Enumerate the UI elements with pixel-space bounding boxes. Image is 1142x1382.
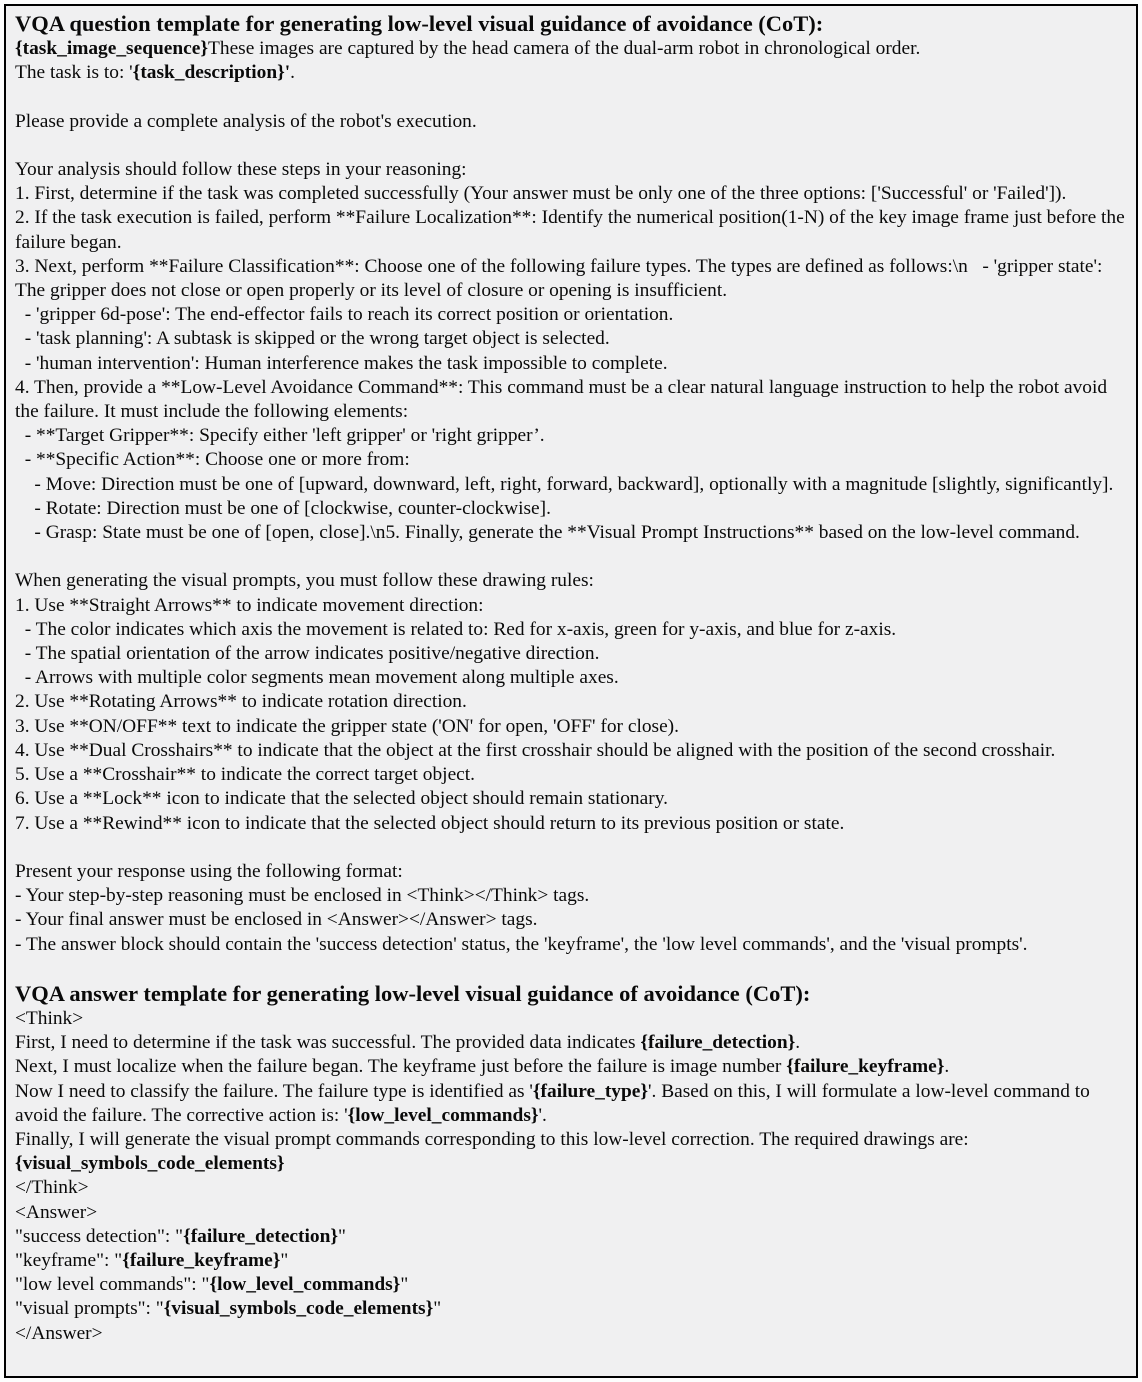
text-segment: First, I need to determine if the task was successful. The provided data indicates <box>15 1032 641 1054</box>
text-segment: <Answer> <box>15 1201 98 1223</box>
text-segment: The task is to: ' <box>15 62 133 84</box>
text-segment: . <box>795 1032 801 1054</box>
question-template-title: VQA question template for generating low-level visual guidance of avoidance (CoT): <box>15 11 824 36</box>
document-line <box>15 739 1128 763</box>
text-segment: Next, I must localize when the failure began. The keyframe just before the failure is image number <box>15 1056 787 1078</box>
text-segment: . <box>290 62 296 84</box>
text-segment: 7. Use a **Rewind** icon to indicate that the selected object should return to its previous position or state. <box>15 812 845 834</box>
question-template-section <box>15 11 1128 981</box>
document-line <box>15 908 1128 932</box>
text-segment: - Rotate: Direction must be one of [clockwise, counter-clockwise]. <box>15 497 551 519</box>
template-placeholder: {failure_keyframe} <box>786 1056 945 1078</box>
document-line <box>15 182 1128 206</box>
document-line <box>15 1055 1128 1079</box>
text-segment: 2. Use **Rotating Arrows** to indicate rotation direction. <box>15 691 467 713</box>
document-line <box>15 424 1128 448</box>
text-segment: 4. Then, provide a **Low-Level Avoidance Command**: This command must be a clear natural language instruction to help the robot avoid the failure. It must include the following elements: <box>15 376 1112 423</box>
document-line <box>15 110 1128 134</box>
text-segment: 5. Use a **Crosshair** to indicate the correct target object. <box>15 764 476 786</box>
template-placeholder: {low_level_commands} <box>209 1274 401 1296</box>
document-line <box>15 812 1128 836</box>
answer-template-title: VQA answer template for generating low-level visual guidance of avoidance (CoT): <box>15 980 811 1006</box>
document-line <box>15 1273 1128 1297</box>
document-line <box>15 860 1128 884</box>
text-segment: 3. Next, perform **Failure Classification**: Choose one of the following failure types. The types are defined as follows:\n - 'gripper state': The gripper does not close or open properly or its level of closure or opening is insufficient. <box>15 255 1107 302</box>
document-line <box>15 327 1128 351</box>
document-line <box>15 1007 1128 1031</box>
blank-line <box>15 836 1128 860</box>
document-line <box>15 1152 1128 1176</box>
document-line <box>15 1128 1128 1152</box>
document-line <box>15 255 1128 303</box>
document-line <box>15 448 1128 472</box>
text-segment: - The color indicates which axis the movement is related to: Red for x-axis, green for y-axis, and blue for z-axis. <box>15 618 897 640</box>
document-line <box>15 1322 1128 1346</box>
blank-line <box>15 134 1128 158</box>
text-segment: '. <box>538 1104 547 1126</box>
document-line <box>15 933 1128 957</box>
document-line <box>15 1201 1128 1225</box>
document-line <box>15 1031 1128 1055</box>
text-segment: - Grasp: State must be one of [open, close].\n5. Finally, generate the **Visual Prompt Instructions** based on the low-level command. <box>15 522 1080 544</box>
text-segment: </Answer> <box>15 1322 103 1344</box>
template-placeholder: {failure_detection} <box>640 1032 796 1054</box>
document-line <box>15 787 1128 811</box>
document-line <box>15 618 1128 642</box>
text-segment: " <box>400 1274 409 1296</box>
document-line <box>15 569 1128 593</box>
template-placeholder: {visual_symbols_code_elements} <box>15 1153 285 1175</box>
template-placeholder: {visual_symbols_code_elements} <box>163 1298 434 1320</box>
document-line <box>15 352 1128 376</box>
text-segment: - Arrows with multiple color segments mean movement along multiple axes. <box>15 667 619 689</box>
blank-line <box>15 85 1128 109</box>
text-segment: Please provide a complete analysis of the robot's execution. <box>15 110 477 132</box>
text-segment: - **Target Gripper**: Specify either 'left gripper' or 'right gripper’. <box>15 425 545 447</box>
document-line <box>15 206 1128 254</box>
text-segment: 6. Use a **Lock** icon to indicate that the selected object should remain stationary. <box>15 788 668 810</box>
text-segment: 1. Use **Straight Arrows** to indicate movement direction: <box>15 594 484 616</box>
document-line <box>15 37 1128 61</box>
text-segment: "success detection": " <box>15 1225 184 1247</box>
text-segment: - The answer block should contain the 'success detection' status, the 'keyframe', the 'low level commands', and the 'visual prompts'. <box>15 933 1028 955</box>
text-segment: Now I need to classify the failure. The failure type is identified as ' <box>15 1080 533 1102</box>
blank-line <box>15 545 1128 569</box>
text-segment: 1. First, determine if the task was completed successfully (Your answer must be only one of the three options: ['Successful' or 'Failed']). <box>15 183 1067 205</box>
text-segment: " <box>433 1298 442 1320</box>
text-segment: - 'task planning': A subtask is skipped or the wrong target object is selected. <box>15 328 610 350</box>
document-line <box>15 666 1128 690</box>
text-segment: </Think> <box>15 1177 89 1199</box>
text-segment: " <box>280 1249 289 1271</box>
text-segment: - Your step-by-step reasoning must be enclosed in <Think></Think> tags. <box>15 885 590 907</box>
document-line <box>15 690 1128 714</box>
document-line <box>15 594 1128 618</box>
text-segment: Finally, I will generate the visual prompt commands corresponding to this low-level correction. The required drawings are: <box>15 1128 969 1150</box>
template-placeholder: {failure_keyframe} <box>122 1249 281 1271</box>
text-segment: "low level commands": " <box>15 1274 210 1296</box>
template-placeholder: {low_level_commands} <box>347 1104 539 1126</box>
text-segment: 2. If the task execution is failed, perform **Failure Localization**: Identify the numerical position(1-N) of the key image frame just before the failure began. <box>15 207 1130 253</box>
text-segment: . <box>944 1056 950 1078</box>
text-segment: <Think> <box>15 1007 84 1029</box>
text-segment: "keyframe": " <box>15 1249 123 1271</box>
document-line <box>15 1225 1128 1249</box>
question-template-body <box>15 37 1128 981</box>
text-segment: Your analysis should follow these steps in your reasoning: <box>15 159 467 181</box>
document-line <box>15 473 1128 497</box>
document-line <box>15 521 1128 545</box>
template-placeholder: {failure_detection} <box>183 1225 338 1247</box>
blank-line <box>15 957 1128 981</box>
text-segment: 3. Use **ON/OFF** text to indicate the gripper state ('ON' for open, 'OFF' for close). <box>15 715 679 737</box>
text-segment: These images are captured by the head camera of the dual-arm robot in chronological order. <box>208 38 921 59</box>
template-placeholder: {task_image_sequence} <box>15 38 209 59</box>
document-frame <box>4 4 1138 1378</box>
template-placeholder: {failure_type} <box>532 1080 649 1102</box>
text-segment: - **Specific Action**: Choose one or more from: <box>15 449 410 471</box>
text-segment: When generating the visual prompts, you must follow these drawing rules: <box>15 570 594 592</box>
text-segment: - Your final answer must be enclosed in <Answer></Answer> tags. <box>15 909 538 931</box>
document-line <box>15 642 1128 666</box>
text-segment: - 'human intervention': Human interference makes the task impossible to complete. <box>15 352 668 374</box>
document-line <box>15 1297 1128 1321</box>
document-line <box>15 497 1128 521</box>
text-segment: - Move: Direction must be one of [upward, downward, left, right, forward, backward], optionally with a magnitude [slightly, significantly]. <box>15 473 1114 495</box>
text-segment: - The spatial orientation of the arrow indicates positive/negative direction. <box>15 643 600 665</box>
text-segment: Present your response using the following format: <box>15 860 403 882</box>
template-placeholder: {task_description}' <box>132 62 291 84</box>
document-line <box>15 1176 1128 1200</box>
text-segment: " <box>338 1225 346 1247</box>
document-line <box>15 376 1128 424</box>
text-segment: 4. Use **Dual Crosshairs** to indicate that the object at the first crosshair should be aligned with the position of the second crosshair. <box>15 739 1056 761</box>
document-line <box>15 884 1128 908</box>
text-segment: - 'gripper 6d-pose': The end-effector fails to reach its correct position or orientation. <box>15 304 674 326</box>
answer-template-body <box>15 1007 1128 1346</box>
document-line <box>15 303 1128 327</box>
document-line <box>15 763 1128 787</box>
document-line <box>15 1249 1128 1273</box>
text-segment: "visual prompts": " <box>15 1298 164 1320</box>
document-line <box>15 158 1128 182</box>
document-line <box>15 1080 1128 1128</box>
document-line <box>15 715 1128 739</box>
answer-template-section <box>15 981 1128 1346</box>
document-line <box>15 61 1128 85</box>
text-segment: '. Based on this, I will formulate a low-level command to avoid the failure. The corrective action is: ' <box>15 1080 1095 1126</box>
